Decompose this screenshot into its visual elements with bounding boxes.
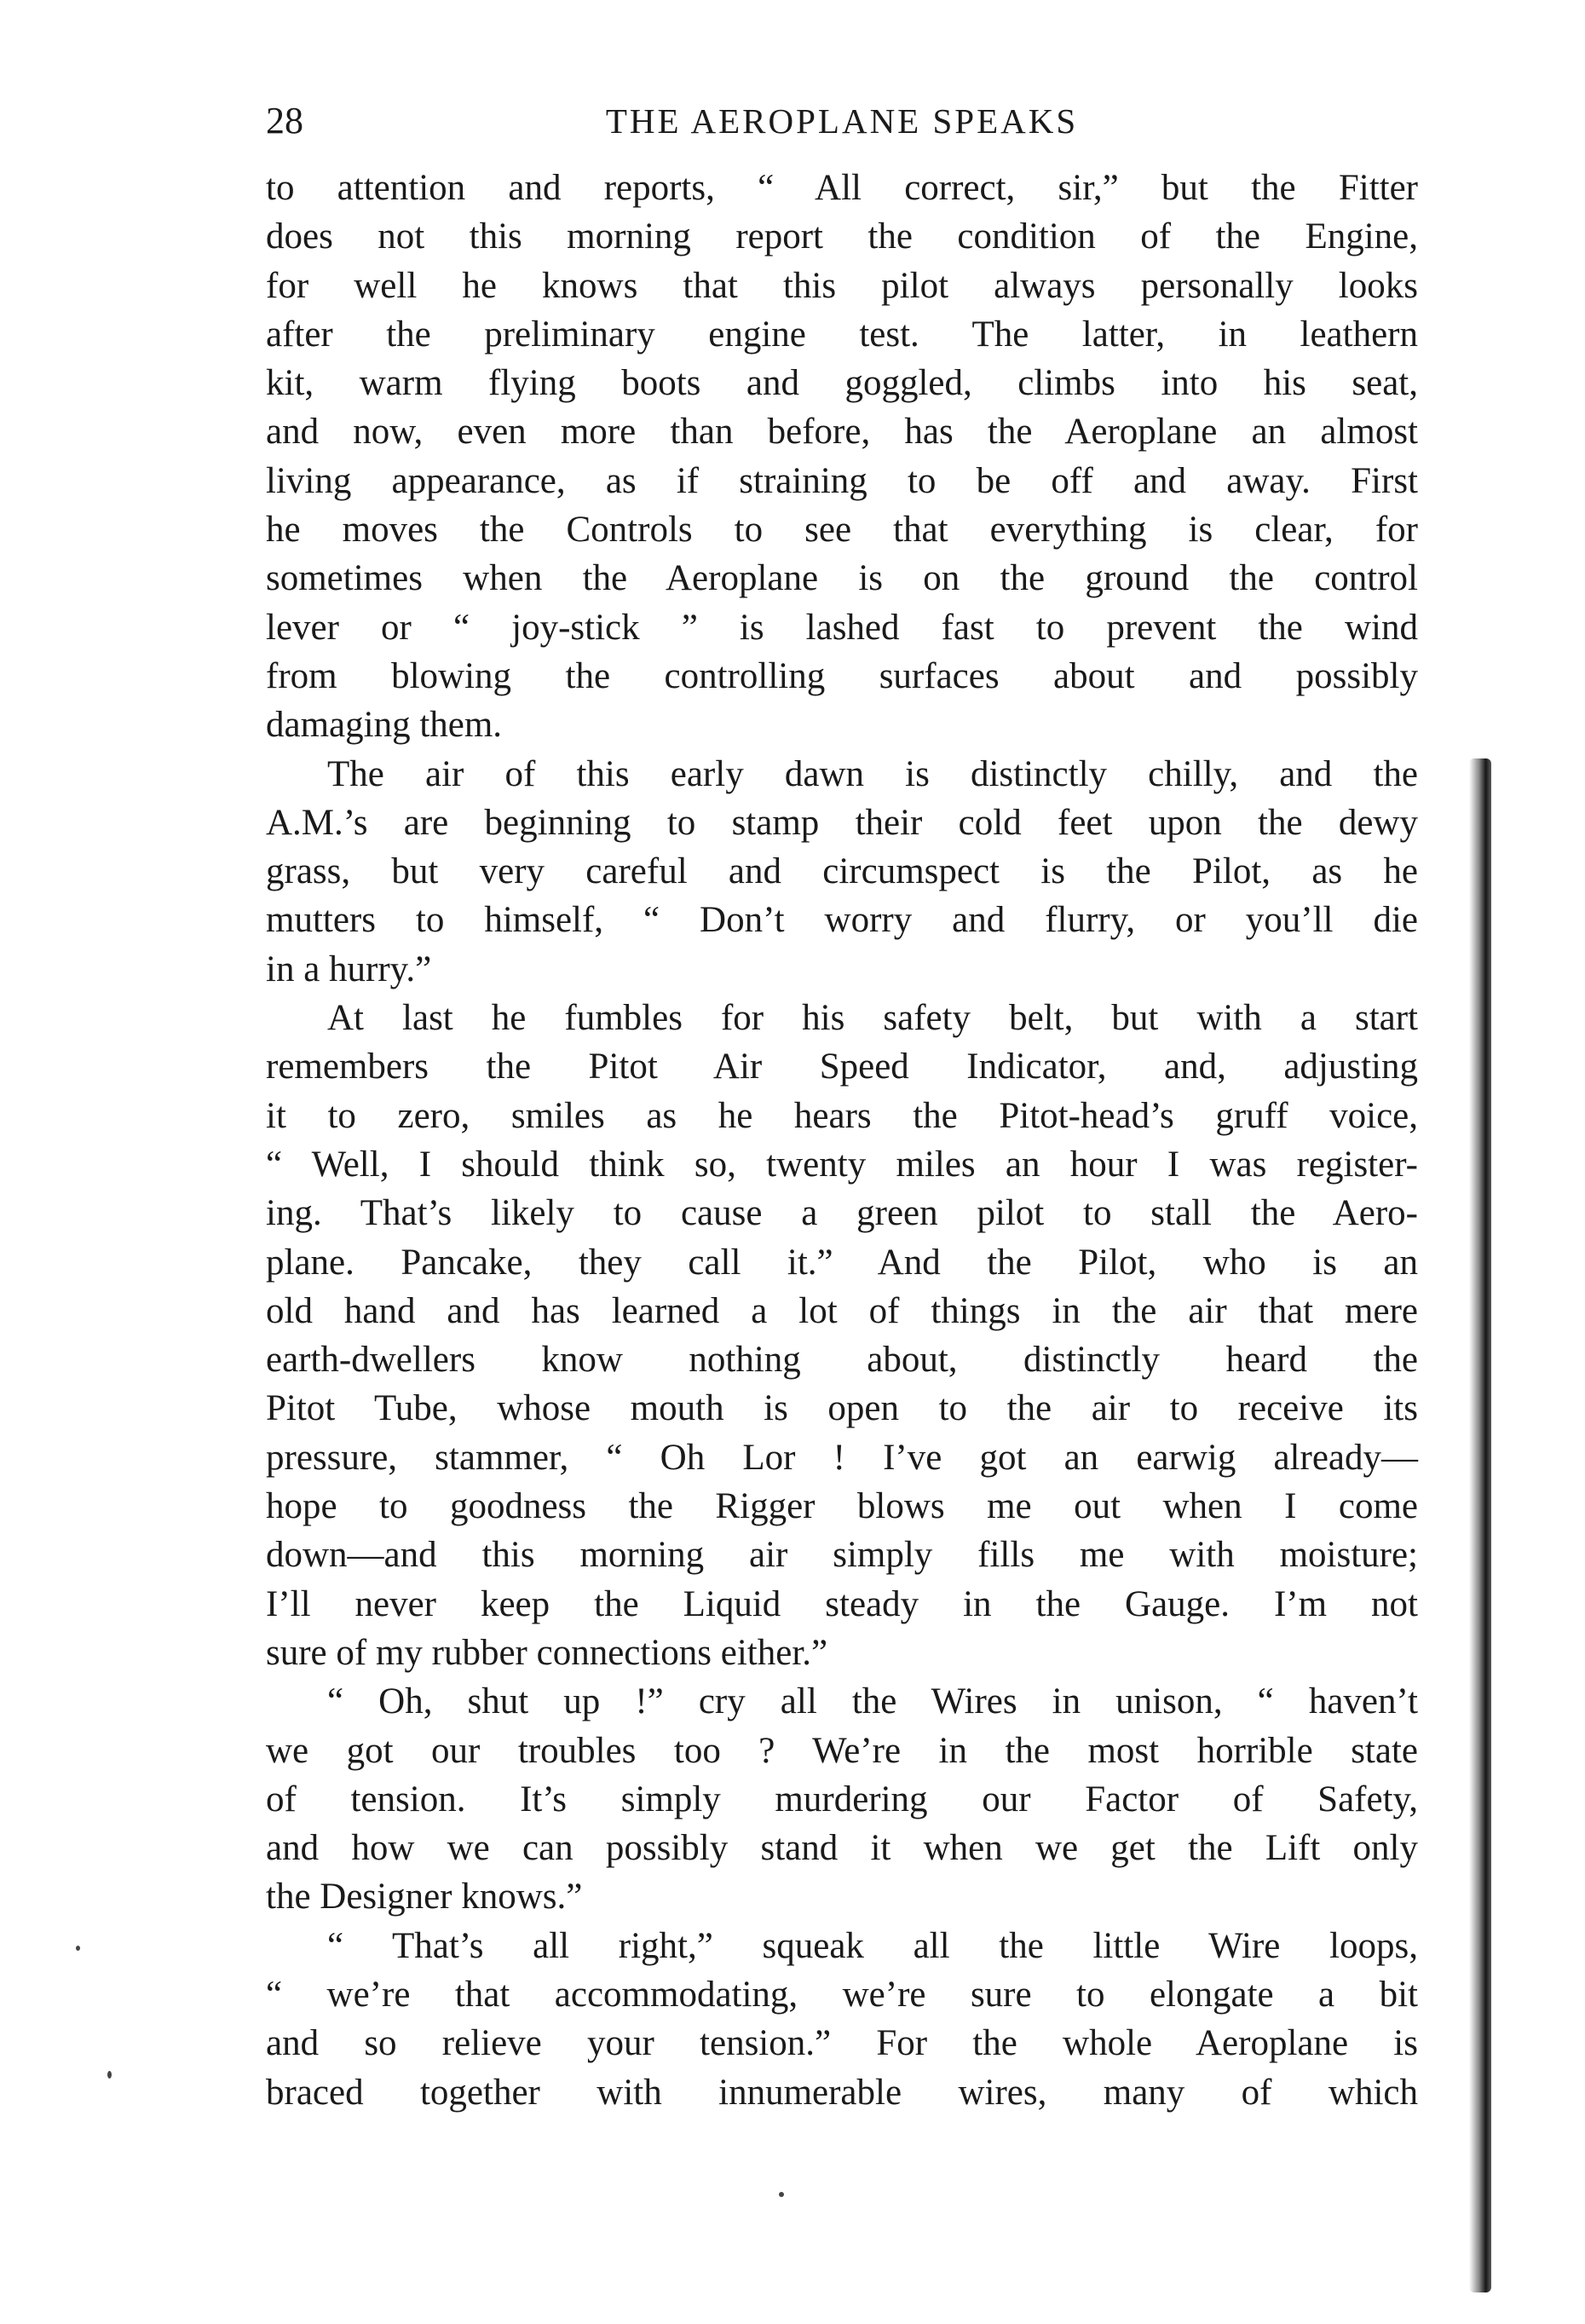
text-line: and now, even more than before, has the Aeroplane an almost: [266, 412, 1418, 453]
text-line: hope to goodness the Rigger blows me out when I come: [266, 1486, 1418, 1527]
text-line: to attention and reports, “ All correct, sir,” but the Fitter: [266, 168, 1418, 208]
text-line: ing. That’s likely to cause a green pilot to stall the Aero-: [266, 1193, 1418, 1234]
text-line: and so relieve your tension.” For the whole Aeroplane is: [266, 2023, 1418, 2064]
text-line: plane. Pancake, they call it.” And the Pilot, who is an: [266, 1242, 1418, 1283]
text-line: “ Oh, shut up !” cry all the Wires in unison, “ haven’t: [327, 1681, 1418, 1722]
text-line: after the preliminary engine test. The latter, in leathern: [266, 314, 1418, 355]
running-title: THE AEROPLANE SPEAKS: [605, 101, 1079, 141]
body-text: [266, 164, 1418, 2117]
text-line: lever or “ joy-stick ” is lashed fast to prevent the wind: [266, 607, 1418, 648]
text-line: “ Well, I should think so, twenty miles an hour I was register-: [266, 1144, 1418, 1185]
ink-speck: [779, 2192, 784, 2197]
text-line: braced together with innumerable wires, many of which: [266, 2072, 1418, 2113]
text-line: The air of this early dawn is distinctly chilly, and the: [327, 753, 1418, 794]
text-line: living appearance, as if straining to be off and away. First: [266, 460, 1418, 501]
text-line: remembers the Pitot Air Speed Indicator, and, adjusting: [266, 1047, 1418, 1087]
text-line: At last he fumbles for his safety belt, but with a start: [327, 998, 1418, 1039]
text-line: mutters to himself, “ Don’t worry and flurry, or you’ll die: [266, 900, 1418, 941]
text-line: “ That’s all right,” squeak all the little Wire loops,: [327, 1925, 1418, 1966]
text-line: Pitot Tube, whose mouth is open to the air to receive its: [266, 1388, 1418, 1429]
text-line: pressure, stammer, “ Oh Lor ! I’ve got an earwig already—: [266, 1437, 1418, 1478]
text-line: sometimes when the Aeroplane is on the ground the control: [266, 558, 1418, 599]
text-line: A.M.’s are beginning to stamp their cold feet upon the dewy: [266, 802, 1418, 843]
ink-speck: [107, 2071, 112, 2079]
text-line: “ we’re that accommodating, we’re sure to elongate a bit: [266, 1974, 1418, 2015]
text-line: I’ll never keep the Liquid steady in the Gauge. I’m not: [266, 1583, 1418, 1624]
text-line: damaging them.: [266, 705, 503, 746]
text-line: kit, warm flying boots and goggled, climbs into his seat,: [266, 363, 1418, 404]
page-number: 28: [266, 100, 303, 141]
text-line: and how we can possibly stand it when we get the Lift only: [266, 1828, 1418, 1869]
page-edge-shadow: [1469, 758, 1491, 2292]
text-line: in a hurry.”: [266, 949, 432, 989]
text-line: he moves the Controls to see that everything is clear, for: [266, 510, 1418, 551]
text-line: from blowing the controlling surfaces about and possibly: [266, 655, 1418, 696]
text-line: of tension. It’s simply murdering our Factor of Safety,: [266, 1779, 1418, 1819]
ink-speck: [76, 1946, 80, 1951]
text-line: it to zero, smiles as he hears the Pitot-head’s gruff voice,: [266, 1095, 1418, 1136]
running-head: [266, 95, 1418, 147]
text-line: grass, but very careful and circumspect is the Pilot, as he: [266, 851, 1418, 892]
text-line: does not this morning report the condition of the Engine,: [266, 216, 1418, 257]
text-line: earth-dwellers know nothing about, distinctly heard the: [266, 1340, 1418, 1381]
text-line: down—and this morning air simply fills me with moisture;: [266, 1535, 1418, 1576]
text-line: for well he knows that this pilot always personally looks: [266, 265, 1418, 306]
text-line: sure of my rubber connections either.”: [266, 1632, 828, 1673]
text-line: we got our troubles too ? We’re in the most horrible state: [266, 1730, 1418, 1771]
text-line: old hand and has learned a lot of things in the air that mere: [266, 1290, 1418, 1331]
text-line: the Designer knows.”: [266, 1877, 583, 1917]
